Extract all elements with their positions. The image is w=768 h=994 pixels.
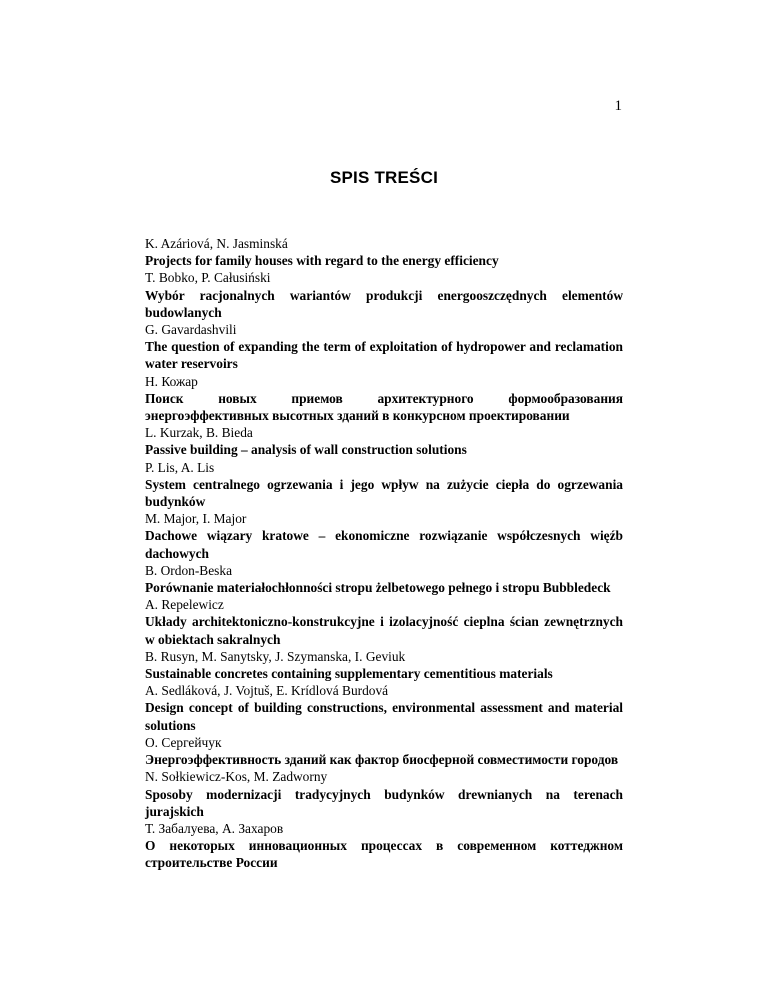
toc-entry bbox=[145, 682, 623, 734]
toc-entry bbox=[145, 235, 623, 269]
toc-entry bbox=[145, 820, 623, 872]
toc-title: Porównanie materiałochłonności stropu żelbetowego pełnego i stropu Bubbledeck bbox=[145, 580, 611, 596]
toc-entry bbox=[145, 459, 623, 511]
page-number: 1 bbox=[614, 98, 622, 114]
toc-title: Passive building – analysis of wall construction solutions bbox=[145, 442, 467, 458]
toc-title: Энергоэффективность зданий как фактор биосферной совместимости городов bbox=[145, 752, 619, 768]
toc-authors: G. Gavardashvili bbox=[145, 322, 237, 338]
toc-authors: B. Ordon-Beska bbox=[145, 562, 233, 578]
toc-authors: Т. Забалуева, А. Захаров bbox=[145, 820, 284, 836]
toc-title: Dachowe wiązary kratowe – ekonomiczne rozwiązanie współczesnych więźb dachowych bbox=[145, 528, 623, 561]
table-of-contents bbox=[145, 235, 623, 872]
toc-title: Projects for family houses with regard to the energy efficiency bbox=[145, 253, 499, 269]
toc-entry bbox=[145, 510, 623, 562]
toc-entry bbox=[145, 424, 623, 458]
toc-title: System centralnego ogrzewania i jego wpływ na zużycie ciepła do ogrzewania budynków bbox=[145, 476, 623, 510]
toc-authors: L. Kurzak, B. Bieda bbox=[145, 425, 253, 441]
toc-title: Поиск новых приемов архитектурного формообразования энергоэффективных высотных зданий в конкурсном проектировании bbox=[145, 390, 623, 424]
toc-entry bbox=[145, 768, 623, 820]
toc-authors: P. Lis, A. Lis bbox=[145, 459, 215, 475]
toc-authors: О. Сергейчук bbox=[145, 734, 222, 750]
toc-authors: T. Bobko, P. Całusiński bbox=[145, 270, 271, 286]
toc-title: The question of expanding the term of exploitation of hydropower and reclamation water reservoirs bbox=[145, 339, 623, 372]
toc-entry bbox=[145, 373, 623, 425]
toc-entry bbox=[145, 596, 623, 648]
toc-entry bbox=[145, 321, 623, 373]
toc-authors: N. Sołkiewicz-Kos, M. Zadworny bbox=[145, 769, 328, 785]
toc-title: О некоторых инновационных процессах в современном коттеджном строительстве России bbox=[145, 838, 623, 871]
toc-title: Układy architektoniczno-konstrukcyjne i izolacyjność cieplna ścian zewnętrznych w obiektach sakralnych bbox=[145, 614, 623, 647]
toc-title: Sposoby modernizacji tradycyjnych budynków drewnianych na terenach jurajskich bbox=[145, 786, 623, 819]
toc-authors: B. Rusyn, M. Sanytsky, J. Szymanska, I. Geviuk bbox=[145, 648, 406, 664]
toc-title: Sustainable concretes containing supplementary cementitious materials bbox=[145, 666, 553, 682]
toc-entry bbox=[145, 648, 623, 682]
toc-authors: K. Azáriová, N. Jasminská bbox=[145, 236, 288, 251]
toc-authors: A. Sedláková, J. Vojtuš, E. Krídlová Burdová bbox=[145, 683, 389, 699]
toc-authors: Н. Кожар bbox=[145, 373, 198, 389]
toc-entry bbox=[145, 734, 623, 768]
toc-entry bbox=[145, 562, 623, 596]
toc-title: Design concept of building constructions, environmental assessment and material solutions bbox=[145, 700, 623, 733]
toc-authors: M. Major, I. Major bbox=[145, 511, 247, 527]
page-title: SPIS TREŚCI bbox=[329, 168, 438, 187]
toc-title: Wybór racjonalnych wariantów produkcji energooszczędnych elementów budowlanych bbox=[145, 287, 623, 320]
toc-entry bbox=[145, 269, 623, 321]
toc-authors: A. Repelewicz bbox=[145, 597, 224, 613]
